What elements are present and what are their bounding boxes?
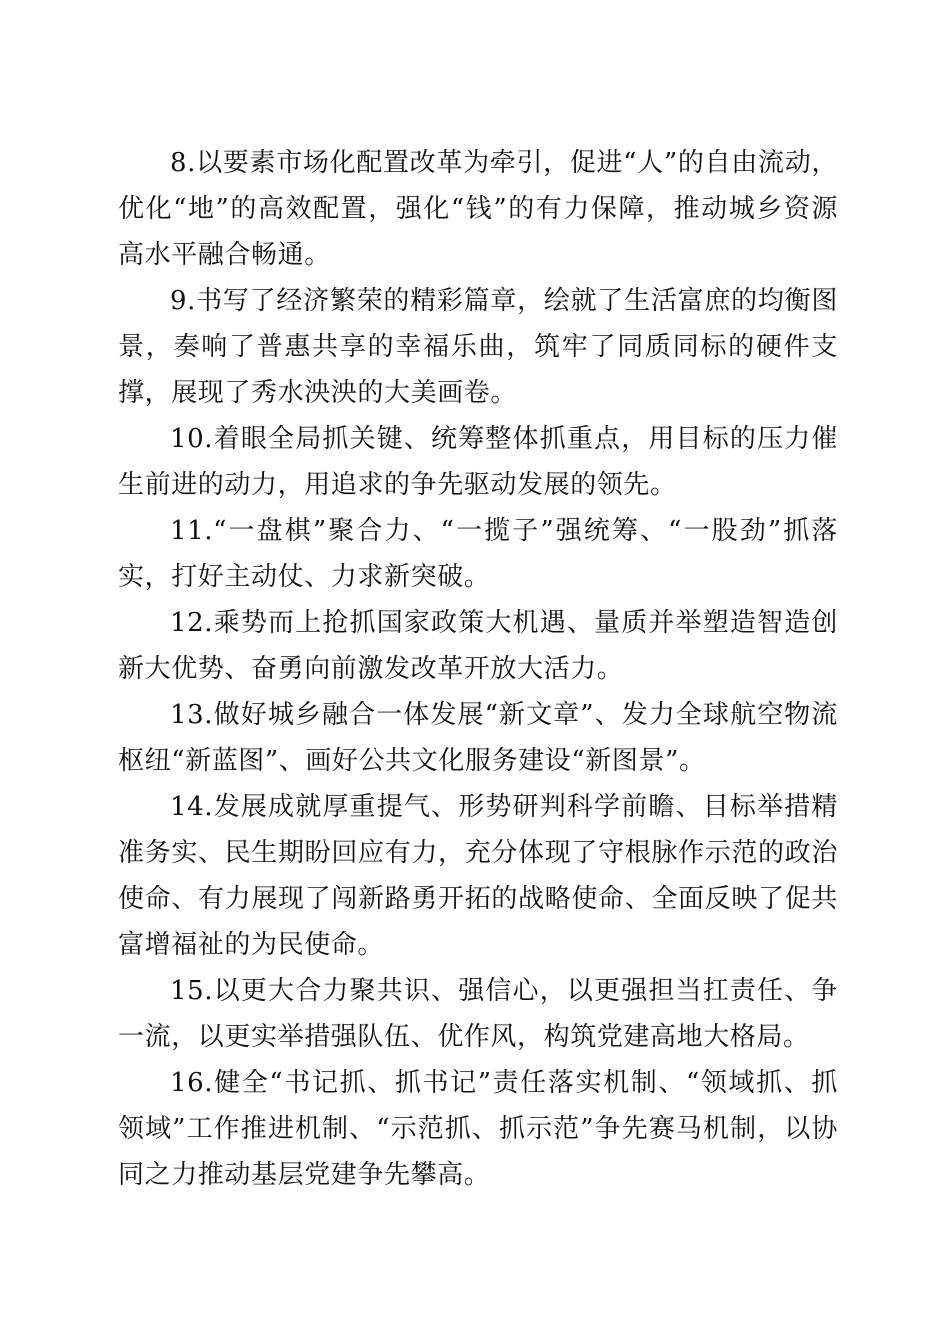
paragraph-15: 15.以更大合力聚共识、强信心，以更强担当扛责任、争一流，以更实举措强队伍、优作风，构筑党建高地大格局。 (118, 976, 838, 1052)
paragraph-13: 13.做好城乡融合一体发展“新文章”、发力全球航空物流枢纽“新蓝图”、画好公共文化服务建设“新图景”。 (118, 700, 838, 776)
paragraph-10: 10.着眼全局抓关键、统筹整体抓重点，用目标的压力催生前进的动力，用追求的争先驱动发展的领先。 (118, 424, 838, 500)
paragraph-14: 14.发展成就厚重提气、形势研判科学前瞻、目标举措精准务实、民生期盼回应有力，充分体现了守根脉作示范的政治使命、有力展现了闯新路勇开拓的战略使命、全面反映了促共富增福祉的为民使命。 (118, 792, 838, 960)
paragraph-8: 8.以要素市场化配置改革为牵引，促进“人”的自由流动，优化“地”的高效配置，强化“钱”的有力保障，推动城乡资源高水平融合畅通。 (118, 148, 838, 270)
paragraph-11: 11.“一盘棋”聚合力、“一揽子”强统筹、“一股劲”抓落实，打好主动仗、力求新突破。 (118, 516, 838, 592)
paragraph-16: 16.健全“书记抓、抓书记”责任落实机制、“领域抓、抓领域”工作推进机制、“示范抓、抓示范”争先赛马机制，以协同之力推动基层党建争先攀高。 (118, 1068, 838, 1190)
paragraph-9: 9.书写了经济繁荣的精彩篇章，绘就了生活富庶的均衡图景，奏响了普惠共享的幸福乐曲，筑牢了同质同标的硬件支撑，展现了秀水泱泱的大美画卷。 (118, 286, 838, 408)
document-body (118, 140, 838, 1198)
paragraph-12: 12.乘势而上抢抓国家政策大机遇、量质并举塑造智造创新大优势、奋勇向前激发改革开放大活力。 (118, 608, 838, 684)
